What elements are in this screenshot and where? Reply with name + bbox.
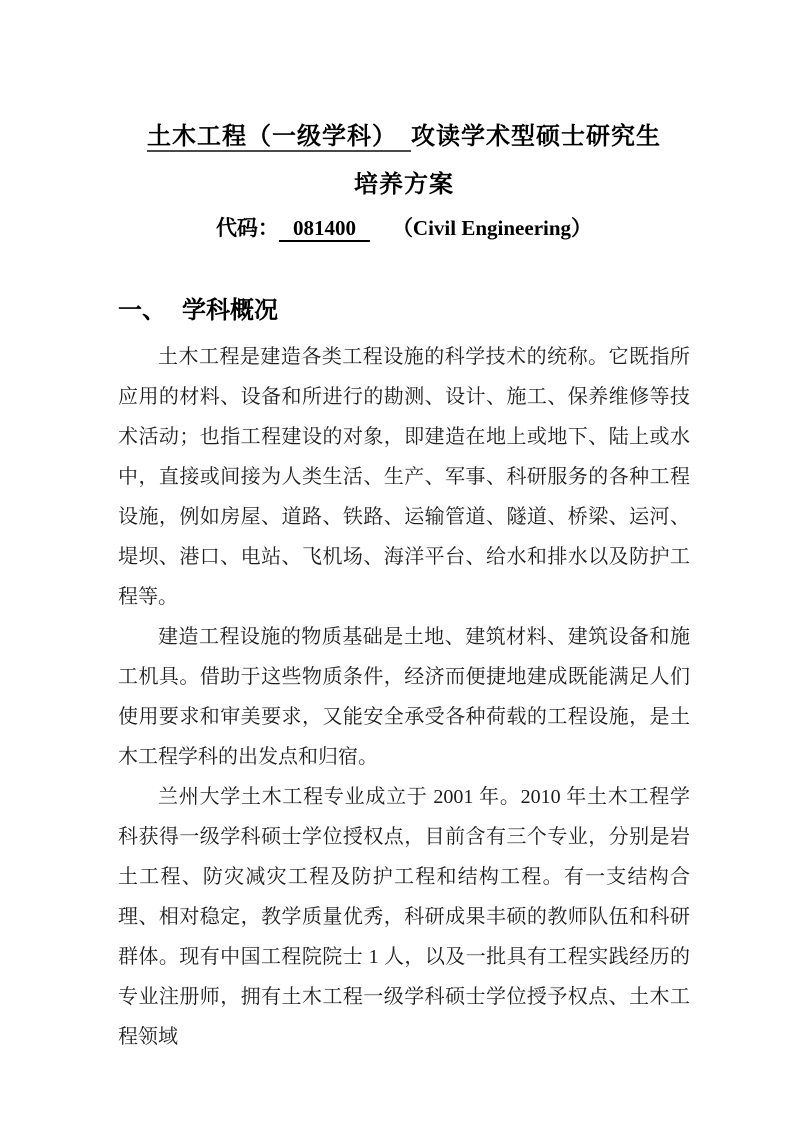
document-content	[0, 113, 793, 1057]
title-underlined-part: 土木工程（一级学科）	[147, 124, 411, 152]
code-english-name: （Civil Engineering）	[391, 216, 593, 240]
section-number: 一、	[118, 298, 166, 324]
code-label: 代码：	[215, 216, 279, 240]
program-code-line	[118, 211, 690, 245]
paragraph: 土木工程是建造各类工程设施的科学技术的统称。它既指所应用的材料、设备和所进行的勘测、设计、施工、保养维修等技术活动；也指工程建设的对象，即建造在地上或地下、陆上或水中，直接或间接为人类生活、生产、军事、科研服务的各种工程设施，例如房屋、道路、铁路、运输管道、隧道、桥梁、运河、堤坝、港口、电站、飞机场、海洋平台、给水和排水以及防护工程等。	[118, 346, 690, 608]
section-title: 学科概况	[182, 298, 278, 324]
paragraph: 兰州大学土木工程专业成立于 2001 年。2010 年土木工程学科获得一级学科硕士学位授权点，目前含有三个专业，分别是岩土工程、防灾减灾工程及防护工程和结构工程。有一支结构合理、相对稳定，教学质量优秀，科研成果丰硕的教师队伍和科研群体。现有中国工程院院士 1 人，以及一批具有工程实践经历的专业注册师，拥有土木工程一级学科硕士学位授予权点、土木工程领域	[118, 786, 690, 1048]
document-title-line1	[118, 113, 690, 161]
paragraph: 建造工程设施的物质基础是土地、建筑材料、建筑设备和施工机具。借助于这些物质条件，经济而便捷地建成既能满足人们使用要求和审美要求，又能安全承受各种荷载的工程设施，是土木工程学科的出发点和归宿。	[118, 626, 690, 768]
code-value: 081400	[279, 216, 370, 242]
section-body	[118, 337, 690, 1057]
title-rest-part: 攻读学术型硕士研究生	[411, 124, 661, 150]
document-title	[118, 113, 690, 209]
section-heading	[118, 293, 690, 329]
document-title-line2: 培养方案	[354, 172, 454, 198]
